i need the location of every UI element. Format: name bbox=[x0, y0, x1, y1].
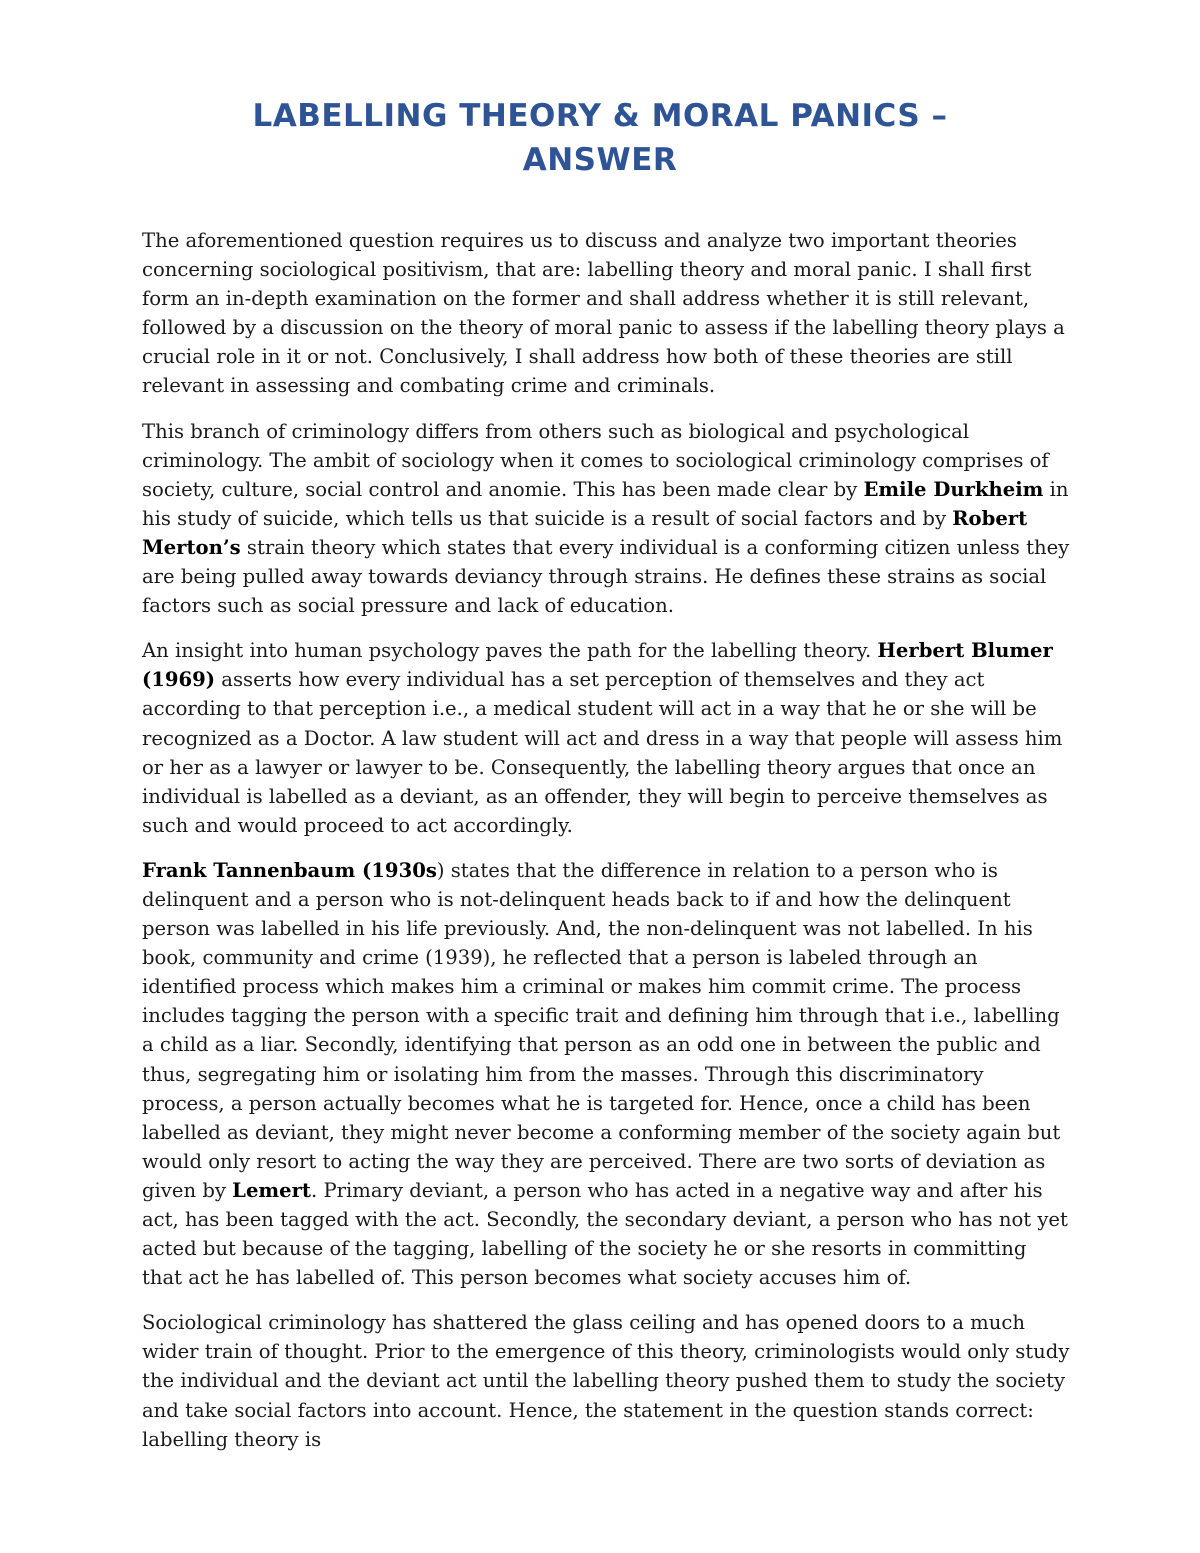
text-run: asserts how every individual has a set perception of themselves and they act according to that perception i.e., a medical student will act in a way that he or she will be recognized as a Doctor. A law student will act and dress in a way that people will assess him or her as a lawyer or lawyer to be. Consequently, the labelling theory argues that once an individual is labelled as a deviant, as an offender, they will begin to perceive themselves as such and would proceed to act accordingly. bbox=[142, 668, 1063, 837]
bold-name-run: Emile Durkheim bbox=[863, 477, 1044, 501]
paragraph-tannenbaum bbox=[142, 856, 1072, 1292]
bold-name-run: Herbert Blumer (1969) bbox=[142, 639, 1053, 692]
text-run: Sociological criminology has shattered the glass ceiling and has opened doors to a much wider train of thought. Prior to the emergence of this theory, criminologists would only study the individual and the deviant act until the labelling theory pushed them to study the society and take social factors into account. Hence, the statement in the question stands correct: labelling theory is bbox=[142, 1311, 1070, 1451]
bold-name-run: Frank Tannenbaum (1930s bbox=[142, 858, 437, 882]
document-body bbox=[142, 226, 1072, 1470]
text-run: This branch of criminology differs from others such as biological and psychological criminology. The ambit of sociology when it comes to sociological criminology comprises of society, culture, social control and anomie. This has been made clear by bbox=[142, 419, 1049, 501]
text-run: in his study of suicide, which tells us that suicide is a result of social factors and by bbox=[142, 477, 1069, 530]
bold-name-run: Lemert bbox=[232, 1178, 311, 1202]
title-line-2: ANSWER bbox=[522, 142, 678, 178]
paragraph-blumer bbox=[142, 636, 1072, 840]
text-run: ) states that the difference in relation to a person who is delinquent and a person who is not-delinquent heads back to if and how the delinquent person was labelled in his life previously. And, the non-delinquent was not labelled. In his book, community and crime (1939), he reflected that a person is labeled through an identified process which makes him a criminal or makes him commit crime. The process includes tagging the person with a specific trait and defining him through that i.e., labelling a child as a liar. Secondly, identifying that person as an odd one in between the public and thus, segregating him or isolating him from the masses. Through this discriminatory process, a person actually becomes what he is targeted for. Hence, once a child has been labelled as deviant, they might never become a conforming member of the society again but would only resort to acting the way they are perceived. There are two sorts of deviation as given by bbox=[142, 858, 1061, 1202]
title-line-1: LABELLING THEORY & MORAL PANICS – bbox=[252, 98, 948, 134]
paragraph-sociological-criminology bbox=[142, 417, 1072, 621]
text-run: strain theory which states that every individual is a conforming citizen unless they are being pulled away towards deviancy through strains. He defines these strains as social factors such as social pressure and lack of education. bbox=[142, 535, 1070, 618]
bold-name-run: Robert Merton’s bbox=[142, 506, 1028, 559]
paragraph-conclusion bbox=[142, 1308, 1072, 1453]
paragraph-intro bbox=[142, 226, 1072, 401]
text-run: An insight into human psychology paves the path for the labelling theory. bbox=[142, 639, 878, 663]
page-title bbox=[150, 94, 1050, 182]
text-run: The aforementioned question requires us to discuss and analyze two important theories concerning sociological positivism, that are: labelling theory and moral panic. I shall first form an in-depth examination on the former and shall address whether it is still relevant, followed by a discussion on the theory of moral panic to assess if the labelling theory plays a crucial role in it or not. Conclusively, I shall address how both of these theories are still relevant in assessing and combating crime and criminals. bbox=[142, 229, 1065, 398]
text-run: . Primary deviant, a person who has acted in a negative way and after his act, has been tagged with the act. Secondly, the secondary deviant, a person who has not yet acted but because of the tagging, labelling of the society he or she resorts in committing that act he has labelled of. This person becomes what society accuses him of. bbox=[142, 1178, 1068, 1290]
